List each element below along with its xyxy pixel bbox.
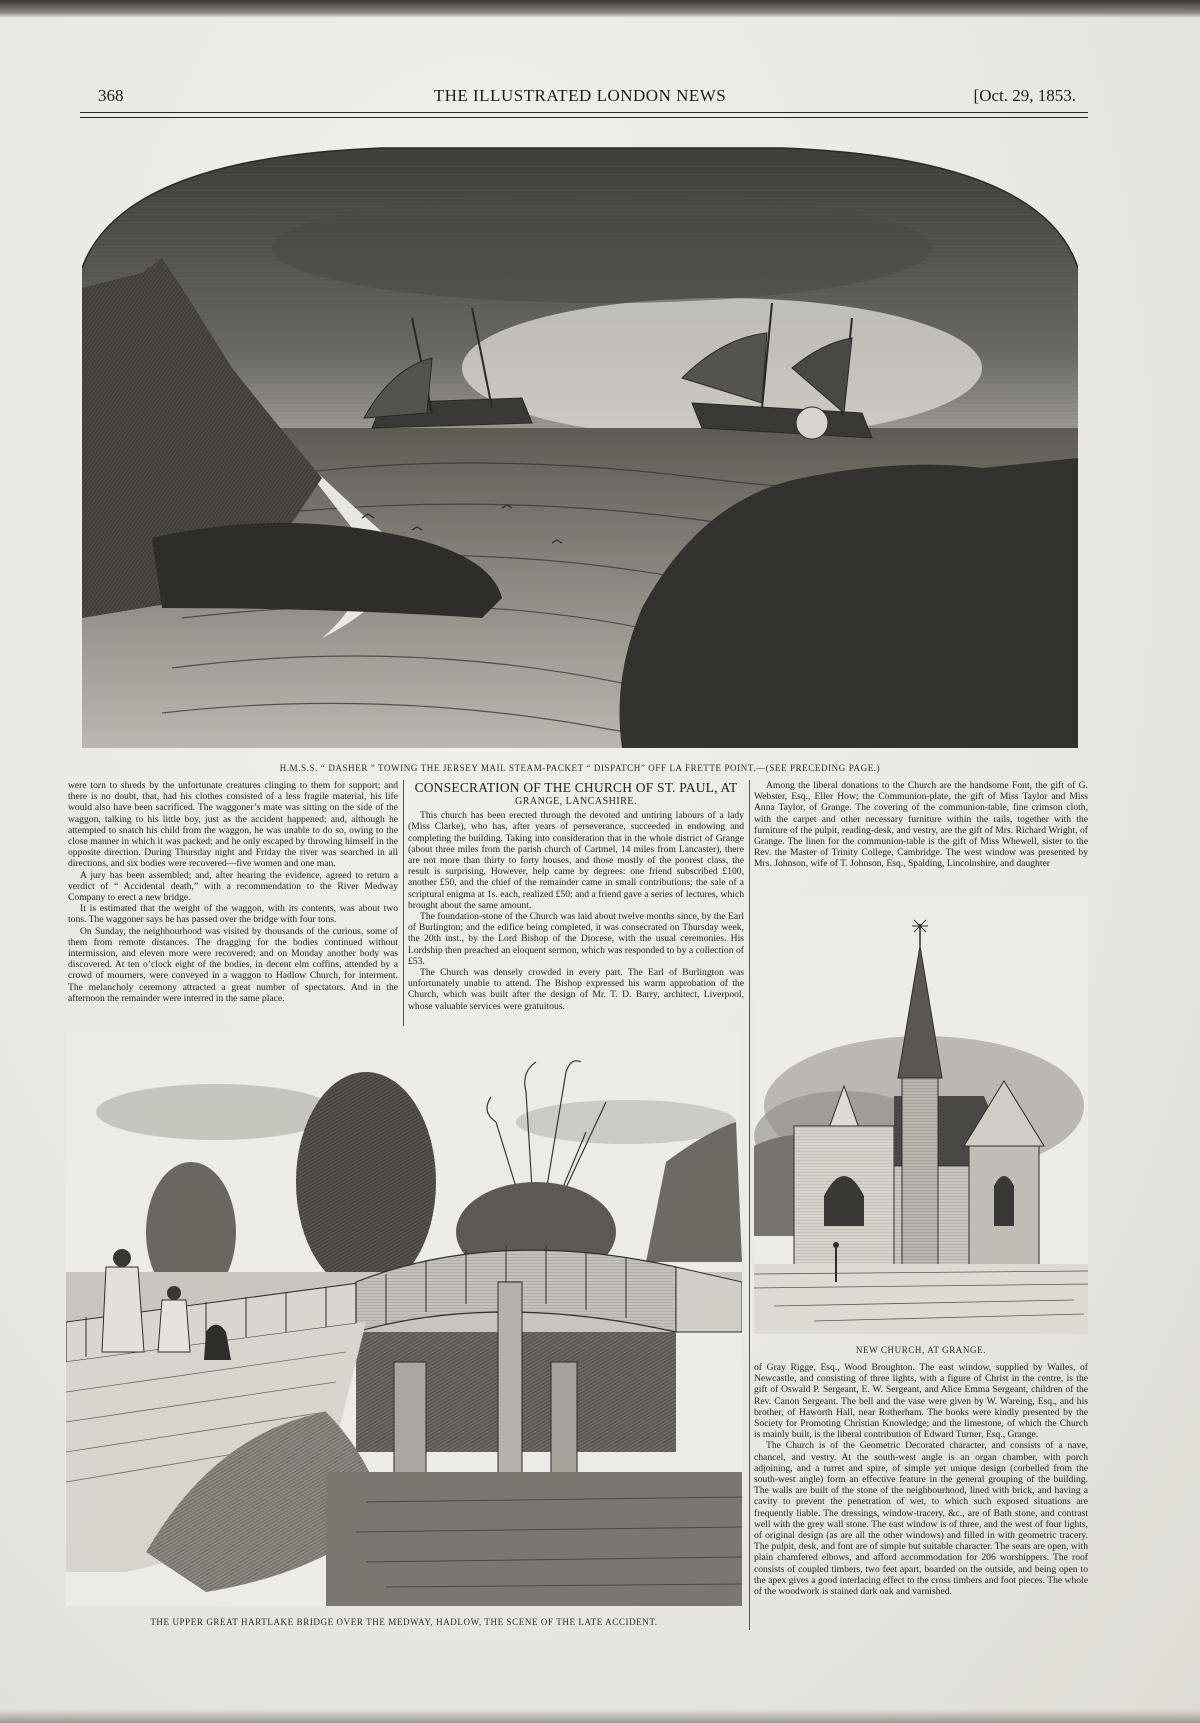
shipwreck-caption: H.M.S.S. “ DASHER ” TOWING THE JERSEY MAIL STEAM-PACKET “ DISPATCH” OFF LA FRETTE POINT.—(SEE PRECEDING PAGE.) [279,763,881,773]
article-title: CONSECRATION OF THE CHURCH OF ST. PAUL, AT [414,780,738,795]
masthead-title: THE ILLUSTRATED LONDON NEWS [433,86,727,105]
paragraph: This church has been erected through the devoted and untiring labours of a lady (Miss Clarke), who has, after years of perseverance, succeeded in endowing and completing the building. Taking into consideration that in the whole district of Grange (about three miles from the parish church of Cartmel, 14 miles from Lancaster), there are not more than thirty to forty houses, and those mostly of the poorest class, the result is surprising. However, help came by degrees: one friend subscribed £100, another £50, and the chief of the remainder came in small contributions; the sale of a scriptural enigma at 1s. each, realized £50; and a friend gave a series of lectures, which brought about the same amount. [408,810,744,911]
scan-edge-top [0,0,1200,18]
column-rule [749,780,750,1630]
paragraph: A jury has been assembled; and, after hearing the evidence, agreed to return a verdict of “ Accidental death,” with a recommendation to the River Medway Company to erect a new bridge. [68,869,398,904]
paragraph: of Gray Rigge, Esq., Wood Broughton. The east window, supplied by Wailes, of Newcastle, and consisting of three lights, with a figure of Christ in the centre, is the gift of Oswald P. Sergeant, E. W. Sergeant, and Alice Emma Sergeant, children of the Rev. Canon Sergeant. The bell and the vase were given by W. Wareing, Esq., and his brother, of Haworth Hall, near Rotherham. The books were kindly presented by the Society for Promoting Christian Knowledge; and the limestone, of which the Church is mainly built, is the liberal contribution of Edward Turner, Esq., Grange. [754,1362,1088,1441]
paragraph: It is estimated that the weight of the waggon, with its contents, was about two tons. The waggoner says he has passed over the bridge with four tons. [68,903,398,926]
paragraph: The Church was densely crowded in every part. The Earl of Burlington was unfortunately unable to attend. The Bishop expressed his warm approbation of the Church, which was built after the design of Mr. T. D. Barry, architect, Liverpool, whose valuable services were gratuitous. [408,967,744,1012]
issue-date: [Oct. 29, 1853. [973,86,1076,105]
column-rule [403,780,404,1026]
page-header [80,86,1080,112]
right-column-article-bottom [754,1362,1088,1597]
header-rule [80,112,1088,118]
paragraph: On Sunday, the neighbourhood was visited by thousands of the curious, some of them from remote distances. The dragging for the bodies continued without intermission, and eleven more were recovered; and on Monday another body was discovered. At ten o’clock eight of the bodies, in decent elm coffins, attended by a crowd of mourners, were conveyed in a waggon to Hadlow Church, for interment. The melancholy ceremony attracted a great number of spectators. And in the afternoon the remainder were interred in the same place. [68,925,398,1004]
page-number: 368 [98,86,124,105]
right-column-article-top [754,780,1088,870]
shipwreck-engraving [82,138,1078,748]
bridge-engraving [66,1032,742,1606]
article-subtitle: GRANGE, LANCASHIRE. [515,796,637,807]
bridge-caption: THE UPPER GREAT HARTLAKE BRIDGE OVER THE MEDWAY, HADLOW, THE SCENE OF THE LATE ACCIDENT. [150,1617,658,1627]
left-column-article [68,780,398,1004]
paragraph: Among the liberal donations to the Church are the handsome Font, the gift of G. Webster, Esq., Eller How; the Communion-plate, the gift of Miss Taylor and Miss Anna Taylor, of Grange. The covering of the communion-table, fine crimson cloth, with the carpet and other necessary furniture within the rails, together with the furniture of the pulpit, reading-desk, and vestry, are the gift of Mrs. Richard Wright, of Grange. The linen for the communion-table is the gift of Miss Whewell, sister to the Rev. the Master of Trinity College, Cambridge. The west window was presented by Mrs. Johnson, wife of T. Johnson, Esq., Spalding, Lincolnshire, and daughter [754,780,1088,870]
church-engraving [754,896,1088,1334]
paragraph: The foundation-stone of the Church was laid about twelve months since, by the Earl of Burlington; and the edifice being completed, it was consecrated on Thursday week, the 20th inst., by the Lord Bishop of the Diocese, with the usual ceremonies. His Lordship then preached an eloquent sermon, which was responded to by a collection of £53. [408,911,744,967]
scan-edge-bottom [0,1709,1200,1723]
middle-column-article [408,780,744,1012]
paragraph: The Church is of the Geometric Decorated character, and consists of a nave, chancel, and vestry. At the south-west angle is an organ chamber, with porch adjoining, and a turret and spire, of simple yet unique design (corbelled from the south-west angle) form an effective feature in the general grouping of the building. The walls are built of the stone of the neighbourhood, lined with brick, and having a cavity to prevent the penetration of wet, to which such exposed situations are frequently liable. The dressings, window-tracery, &c., are of Bath stone, and contrast well with the grey wall stone. The east window is of three, and the west of four lights, of original design (as are all the other windows) and filled in with geometric tracery. The pulpit, desk, and font are of simple but suitable character. The seats are open, with plain chamfered elbows, and afford accommodation for 206 worshippers. The roof consists of coupled timbers, two feet apart, boarded on the outside, and being open to the apex gives a good interlacing effect to the cross timbers and foot pieces. The whole of the woodwork is stained dark oak and varnished. [754,1440,1088,1598]
church-caption: NEW CHURCH, AT GRANGE. [855,1345,987,1355]
paragraph: were torn to shreds by the unfortunate creatures clinging to them for support; and there is no doubt, that, had his clothes consisted of a less fragile material, his life would also have been sacrificed. The waggoner’s mate was sitting on the side of the waggon, talking to his little boy, just as the accident happened; and, although he attempted to snatch his child from the waggon, he was unable to do so, owing to the close manner in which it was packed; and he only escaped by throwing himself in the opposite direction. During Thursday night and Friday the river was searched in all directions, and six bodies were recovered—five women and one man. [68,780,398,870]
